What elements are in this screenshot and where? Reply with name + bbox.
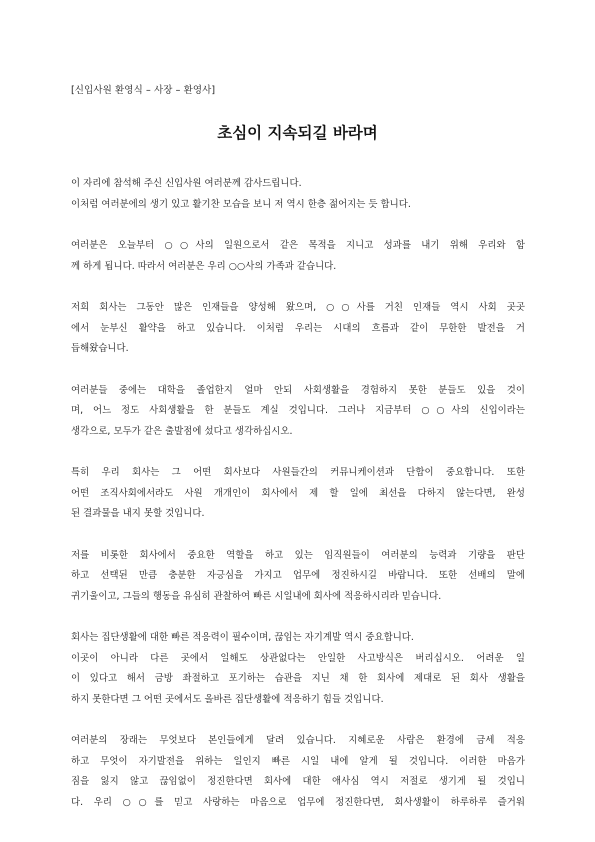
paragraph-line: 이곳이 아니라 다른 곳에서 일해도 상관없다는 안일한 사고방식은 버리십시오. 어려운 일 bbox=[71, 652, 525, 664]
paragraph bbox=[71, 463, 525, 525]
paragraph bbox=[71, 298, 525, 360]
paragraph-line: 저희 회사는 그동안 많은 인재들을 양성해 왔으며, ○○사를 거친 인재들 역시 사회 곳곳 bbox=[71, 302, 525, 313]
document-title: 초심이 지속되길 바라며 bbox=[217, 124, 378, 142]
paragraph-line: 다. 우리 ○○를 믿고 사랑하는 마음으로 업무에 정진한다면, 회사생활이 하루하루 즐거워 bbox=[71, 796, 525, 808]
paragraph-line: 에서 눈부신 활약을 하고 있습니다. 이처럼 우리는 시대의 흐름과 같이 무한한 발전을 거 bbox=[71, 322, 525, 334]
paragraph-line: 께 하게 됩니다. 따라서 여러분은 우리 ○○사의 가족과 같습니다. bbox=[71, 260, 337, 272]
paragraph bbox=[71, 731, 525, 813]
paragraph bbox=[71, 236, 525, 277]
paragraph-line: 생각으로, 모두가 같은 출발점에 섰다고 생각하십시오. bbox=[71, 425, 293, 437]
document-body bbox=[71, 174, 525, 834]
paragraph-line: 이 자리에 참석해 주신 신입사원 여러분께 감사드립니다. bbox=[71, 178, 302, 189]
paragraph-line: 듭해왔습니다. bbox=[71, 343, 129, 354]
paragraph-line: 여러분은 오늘부터 ○○사의 일원으로서 같은 목적을 지니고 성과를 내기 위해 우리와 함 bbox=[71, 240, 525, 251]
paragraph-line: 저를 비롯한 회사에서 중요한 역할을 하고 있는 임직원들이 여러분의 능력과 기량을 판단 bbox=[71, 549, 525, 561]
paragraph-line: 귀기울이고, 그들의 행동을 유심히 관찰하여 빠른 시일내에 회사에 적응하시리라 믿습니다. bbox=[71, 590, 442, 602]
paragraph bbox=[71, 174, 525, 215]
paragraph-line: 하고 선택된 만큼 충분한 자긍심을 가지고 업무에 정진하시길 바랍니다. 또한 선배의 말에 bbox=[71, 570, 525, 581]
paragraph-line: 여러분들 중에는 대학을 졸업한지 얼마 안되 사회생활을 경험하지 못한 분들도 있을 것이 bbox=[71, 384, 525, 396]
paragraph-line: 회사는 집단생활에 대한 빠른 적응력이 필수이며, 끊임는 자기계발 역시 중요합니다. bbox=[71, 632, 414, 643]
paragraph-line: 여러분의 장래는 무엇보다 본인들에게 달려 있습니다. 지혜로운 사람은 환경에 금세 적응 bbox=[71, 735, 525, 746]
paragraph-line: 이 있다고 해서 금방 좌절하고 포기하는 습관을 지닌 채 한 회사에 제대로 된 회사 생활을 bbox=[71, 673, 525, 684]
paragraph-line: 된 결과물을 내지 못할 것입니다. bbox=[71, 508, 205, 519]
paragraph bbox=[71, 546, 525, 608]
paragraph-line: 며, 어느 정도 사회생활을 한 분들도 계실 것입니다. 그러나 지금부터 ○○사의 신입이라는 bbox=[71, 405, 525, 416]
paragraph bbox=[71, 381, 525, 443]
document-category-label: [신입사원 환영식 – 사장 – 환영사] bbox=[71, 85, 216, 96]
paragraph-line: 어떤 조직사회에서라도 사원 개개인이 회사에서 제 할 일에 최선을 다하지 않는다면, 완성 bbox=[71, 487, 525, 499]
paragraph-line: 짐을 잃지 않고 끊임없이 정진한다면 회사에 대한 애사심 역시 저절로 생기게 될 것입니 bbox=[71, 776, 525, 787]
paragraph-line: 특히 우리 회사는 그 어떤 회사보다 사원들간의 커뮤니케이션과 단합이 중요합니다. 또한 bbox=[71, 467, 525, 478]
paragraph-line: 하지 못한다면 그 어떤 곳에서도 올바른 집단생활에 적응하기 힘들 것입니다. bbox=[71, 693, 384, 705]
paragraph-line: 하고 무엇이 자기발전을 위하는 일인지 빠른 시일 내에 알게 될 것입니다. 이러한 마음가 bbox=[71, 755, 525, 767]
paragraph-line: 이처럼 여러분에의 생기 있고 활기찬 모습을 보니 저 역시 한층 젊어지는 듯 합니다. bbox=[71, 198, 411, 210]
paragraph bbox=[71, 628, 525, 710]
